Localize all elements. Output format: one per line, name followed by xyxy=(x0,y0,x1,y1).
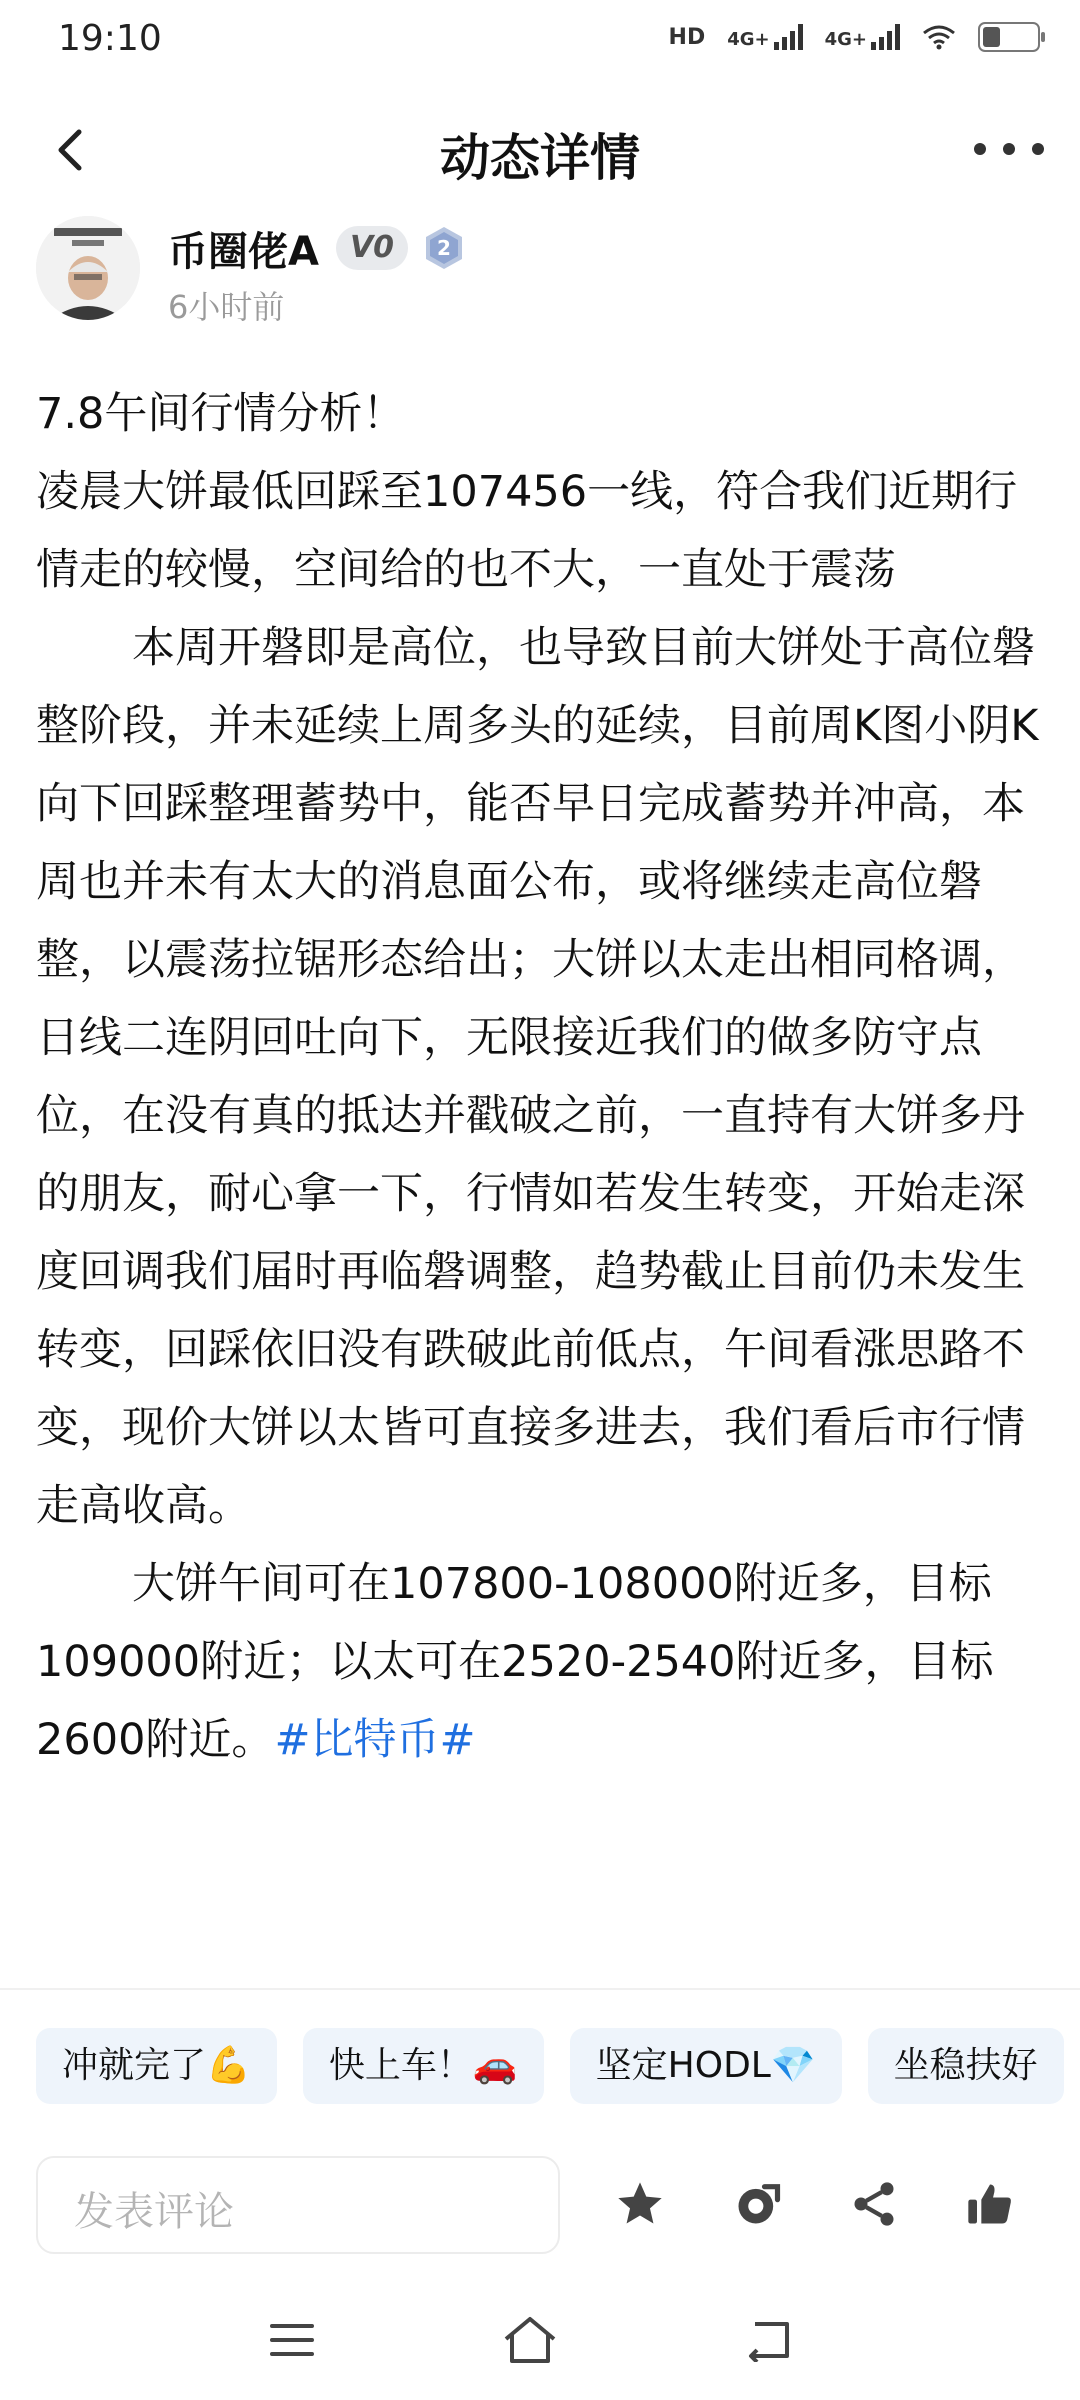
post-paragraph: 本周开磐即是高位，也导致目前大饼处于高位磐整阶段，并未延续上周多头的延续，目前周K图小阴K向下回踩整理蓄势中，能否早日完成蓄势并冲高，本周也并未有太大的消息面公布，或将继续走高位磐整，以震荡拉锯形态给出；大饼以太走出相同格调，日线二连阴回吐向下，无限接近我们的做多防守点位，在没有真的抵达并戳破之前，一直持有大饼多丹的朋友，耐心拿一下，行情如若发生转变，开始走深度回调我们届时再临磐调整，趋势截止目前仍未发生转变，回踩依旧没有跌破此前低点，午间看涨思路不变，现价大饼以太皆可直接多进去，我们看后市行情走高收高。 xyxy=(36,623,1039,1531)
post-time: 6小时前 xyxy=(168,288,285,326)
status-time: 19:10 xyxy=(58,18,162,59)
thumbs-up-icon xyxy=(964,2178,1016,2230)
more-dot xyxy=(1032,143,1044,155)
home-icon xyxy=(500,2315,560,2365)
hd-indicator: HD xyxy=(668,24,706,50)
signal-2 xyxy=(825,24,900,50)
signal-bars-icon xyxy=(774,24,803,50)
comment-placeholder: 发表评论 xyxy=(74,2189,234,2235)
level-badge-icon xyxy=(420,224,468,272)
avatar-image xyxy=(36,216,140,320)
comment-input[interactable] xyxy=(36,2156,560,2254)
signal-1 xyxy=(727,24,802,50)
network-type-1: 4G+ xyxy=(727,29,770,50)
more-horizontal-icon xyxy=(974,143,986,155)
post-title: 7.8午间行情分析！ xyxy=(36,389,406,439)
menu-icon xyxy=(268,2320,316,2360)
back-icon xyxy=(743,2318,793,2362)
quick-reply-chip[interactable]: 坐稳扶好 xyxy=(868,2028,1064,2104)
more-dot xyxy=(1003,143,1015,155)
coin-button[interactable] xyxy=(726,2172,790,2236)
v-badge: V0 xyxy=(336,226,408,270)
quick-reply-chip[interactable]: 快上车！🚗 xyxy=(303,2028,544,2104)
page-title: 动态详情 xyxy=(440,129,640,187)
signal-bars-icon xyxy=(871,24,900,50)
wifi-icon xyxy=(922,24,956,50)
nav-home-button[interactable] xyxy=(490,2300,570,2380)
more-button[interactable] xyxy=(974,124,1044,174)
share-icon xyxy=(848,2178,900,2230)
network-type-2: 4G+ xyxy=(824,29,867,50)
post-paragraph-text: 大饼午间可在107800-108000附近多，目标109000附近；以太可在2520-2540附近多，目标2600附近。 xyxy=(36,1559,994,1765)
author-row xyxy=(36,210,1036,330)
status-icons xyxy=(669,22,1040,52)
post-paragraph: 凌晨大饼最低回踩至107456一线，符合我们近期行情走的较慢，空间给的也不大，一直处于震荡 xyxy=(36,467,1018,595)
like-button[interactable] xyxy=(958,2172,1022,2236)
post-content xyxy=(36,375,1046,1779)
nav-menu-button[interactable] xyxy=(252,2300,332,2380)
post-paragraph xyxy=(36,1545,1046,1779)
avatar[interactable] xyxy=(36,216,140,320)
status-bar xyxy=(0,0,1080,82)
quick-reply-chip[interactable]: 冲就完了💪 xyxy=(36,2028,277,2104)
nav-back-button[interactable] xyxy=(728,2300,808,2380)
favorite-button[interactable] xyxy=(608,2172,672,2236)
hashtag-link[interactable]: #比特币# xyxy=(274,1715,476,1765)
share-button[interactable] xyxy=(842,2172,906,2236)
level-number: 2 xyxy=(437,236,451,260)
page-header xyxy=(0,100,1080,210)
author-name[interactable]: 币圈佬A xyxy=(168,229,319,275)
divider xyxy=(0,1988,1080,1990)
quick-reply-list xyxy=(36,2028,1064,2104)
battery-icon xyxy=(978,22,1040,52)
star-icon xyxy=(614,2178,666,2230)
system-nav-bar xyxy=(0,2280,1080,2400)
coin-icon xyxy=(732,2178,784,2230)
comment-bar xyxy=(0,2150,1080,2260)
quick-reply-chip[interactable]: 坚定HODL💎 xyxy=(570,2028,842,2104)
